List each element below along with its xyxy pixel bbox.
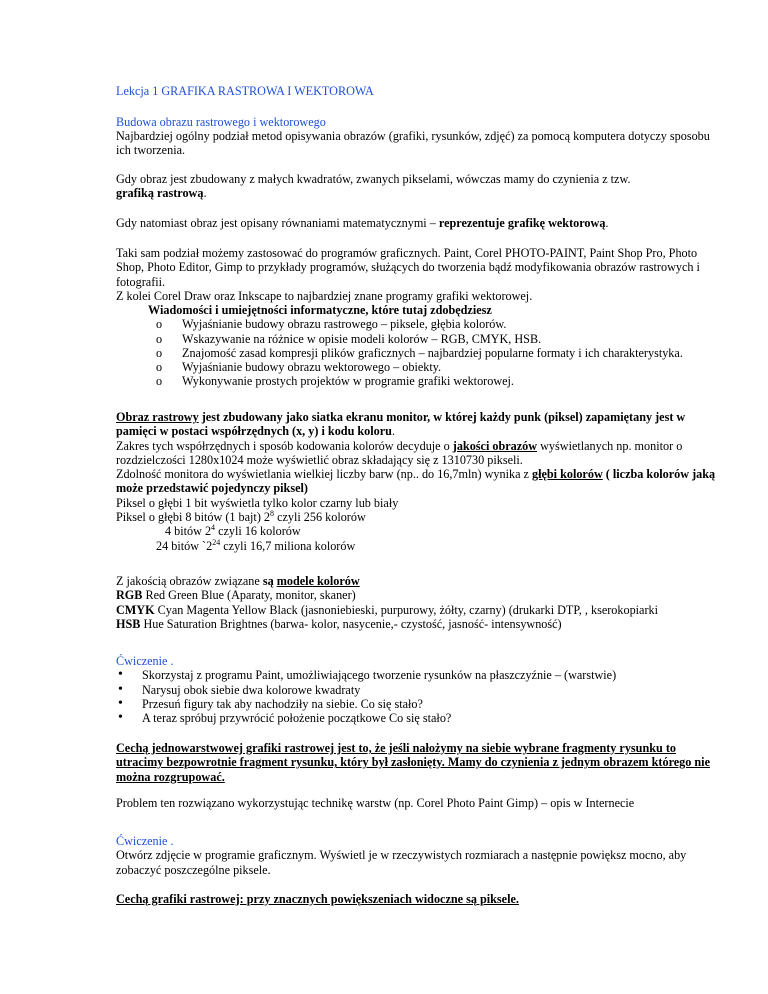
exercise-2-text: Otwórz zdjęcie w programie graficznym. Wyświetl je w rzeczywistych rozmiarach a następnie powiększ mocno, aby zobaczyć poszczególne piksele. xyxy=(116,848,687,877)
pixels-feature: Cechą grafiki rastrowej: przy znacznych powiększeniach widoczne są piksele. xyxy=(116,892,519,906)
list-item: o Wyjaśnianie budowy obrazu rastrowego – piksele, głębia kolorów. xyxy=(148,317,708,331)
color-models-intro: Z jakością obrazów związane są modele kolorów xyxy=(116,574,360,588)
rgb-line: RGB Red Green Blue (Aparaty, monitor, skaner) xyxy=(116,588,356,603)
skills-box xyxy=(148,303,708,389)
vector-term: reprezentuje grafikę wektorową xyxy=(438,216,606,230)
exercise-1-heading: Ćwiczenie . xyxy=(116,654,174,668)
raster-image-definition: Obraz rastrowy jest zbudowany jako siatka ekranu monitor, w której każdy punk (piksel) zapamiętany jest w pamięci w postaci współrzędnych (x, y) i kodu koloru. xyxy=(116,410,686,439)
list-item: • A teraz spróbuj przywrócić położenie początkowe Co się stało? xyxy=(116,711,716,725)
depth-24bit: 24 bitów $`2^{24}$ czyli 16,7 miliona kolorów xyxy=(156,537,356,553)
depth-8bit: Piksel o głębi 8 bitów (1 bajt) $2^8$ czyli 256 kolorów xyxy=(116,509,366,525)
exercise-2-heading: Ćwiczenie . xyxy=(116,834,174,848)
list-item: o Znajomość zasad kompresji plików graficznych – najbardziej popularne formaty i ich charakterystyka. xyxy=(148,346,708,360)
depth-term: głębi kolorów xyxy=(531,467,603,482)
depth-paragraph: Zdolność monitora do wyświetlania wielkiej liczby barw (np.. do 16,7mln) wynika z głębi kolorów ( liczba kolorów jaką może przedstawić pojedynczy piksel) xyxy=(116,467,716,496)
list-item: • Narysuj obok siebie dwa kolorowe kwadraty xyxy=(116,683,716,697)
color-models-section xyxy=(116,574,716,631)
layers-solution: Problem ten rozwiązano wykorzystując technikę warstw (np. Corel Photo Paint Gimp) – opis w Internecie xyxy=(116,796,635,810)
hsb-line: HSB Hue Saturation Brightnes (barwa- kolor, nasycenie,- czystość, jasność- intensywność) xyxy=(116,616,562,631)
depth-4bit: 4 bitów $2^4$ czyli 16 kolorów xyxy=(165,523,301,539)
skills-list xyxy=(148,317,708,388)
color-models-term: modele kolorów xyxy=(276,574,360,588)
list-item: o Wykonywanie prostych projektów w programie grafiki wektorowej. xyxy=(148,374,708,388)
exercise-1-list xyxy=(116,668,716,725)
skills-heading: Wiadomości i umiejętności informatyczne, które tutaj zdobędziesz xyxy=(148,303,492,317)
vector-definition: Gdy natomiast obraz jest opisany równaniami matematycznymi – reprezentuje grafikę wektorową. xyxy=(116,216,609,230)
intro-paragraph: Najbardziej ogólny podział metod opisywania obrazów (grafiki, rysunków, zdjęć) za pomocą komputera dotyczy sposobu ich tworzenia. xyxy=(116,129,710,158)
quality-paragraph: Zakres tych współrzędnych i sposób kodowania kolorów decyduje o jakości obrazów wyświetlanych np. monitor o rozdzielczości 1280x1024 może wyświetlić obraz składający się z 1310730 pikseli. xyxy=(116,438,683,467)
exercise-1 xyxy=(116,654,716,725)
raster-image-section xyxy=(116,410,716,553)
list-item: • Przesuń figury tak aby nachodziły na siebie. Co się stało? xyxy=(116,697,716,711)
quality-term: jakości obrazów xyxy=(452,438,538,453)
list-item: o Wyjaśnianie budowy obrazu wektorowego – obiekty. xyxy=(148,360,708,374)
raster-definition: Gdy obraz jest zbudowany z małych kwadratów, zwanych pikselami, wówczas mamy do czynienia z tzw. grafiką rastrową. xyxy=(116,172,631,201)
exercise-2 xyxy=(116,834,716,877)
cmyk-line: CMYK Cyan Magenta Yellow Black (jasnoniebieski, purpurowy, żółty, czarny) (drukarki DTP, , kserokopiarki xyxy=(116,602,659,617)
lesson-title: Lekcja 1 GRAFIKA RASTROWA I WEKTOROWA xyxy=(116,84,374,98)
single-layer-feature: Cechą jednowarstwowej grafiki rastrowej jest to, że jeśli nałożymy na siebie wybrane fragmenty rysunku to utracimy bezpowrotnie fragment rysunku, który był zasłonięty. Mamy do czynienia z jednym obrazem którego nie można rozgrupować. xyxy=(116,741,710,784)
list-item: • Skorzystaj z programu Paint, umożliwiającego tworzenie rysunków na płaszczyźnie – (warstwie) xyxy=(116,668,716,682)
list-item: o Wskazywanie na różnice w opisie modeli kolorów – RGB, CMYK, HSB. xyxy=(148,332,708,346)
raster-term: grafiką rastrową xyxy=(116,186,204,201)
depth-1bit: Piksel o głębi 1 bit wyświetla tylko kolor czarny lub biały xyxy=(116,495,399,510)
section-heading: Budowa obrazu rastrowego i wektorowego xyxy=(116,115,326,129)
raster-image-term: Obraz rastrowy xyxy=(116,410,199,424)
programs-paragraph: Taki sam podział możemy zastosować do programów graficznych. Paint, Corel PHOTO-PAINT, Paint Shop Pro, Photo Shop, Photo Editor, Gimp to przykłady programów, służących do tworzenia bądź modyfikowania obrazów rastrowych i fotografii. Z kolei Corel Draw oraz Inkscape to najbardziej znane programy grafiki wektorowej. xyxy=(116,246,700,303)
